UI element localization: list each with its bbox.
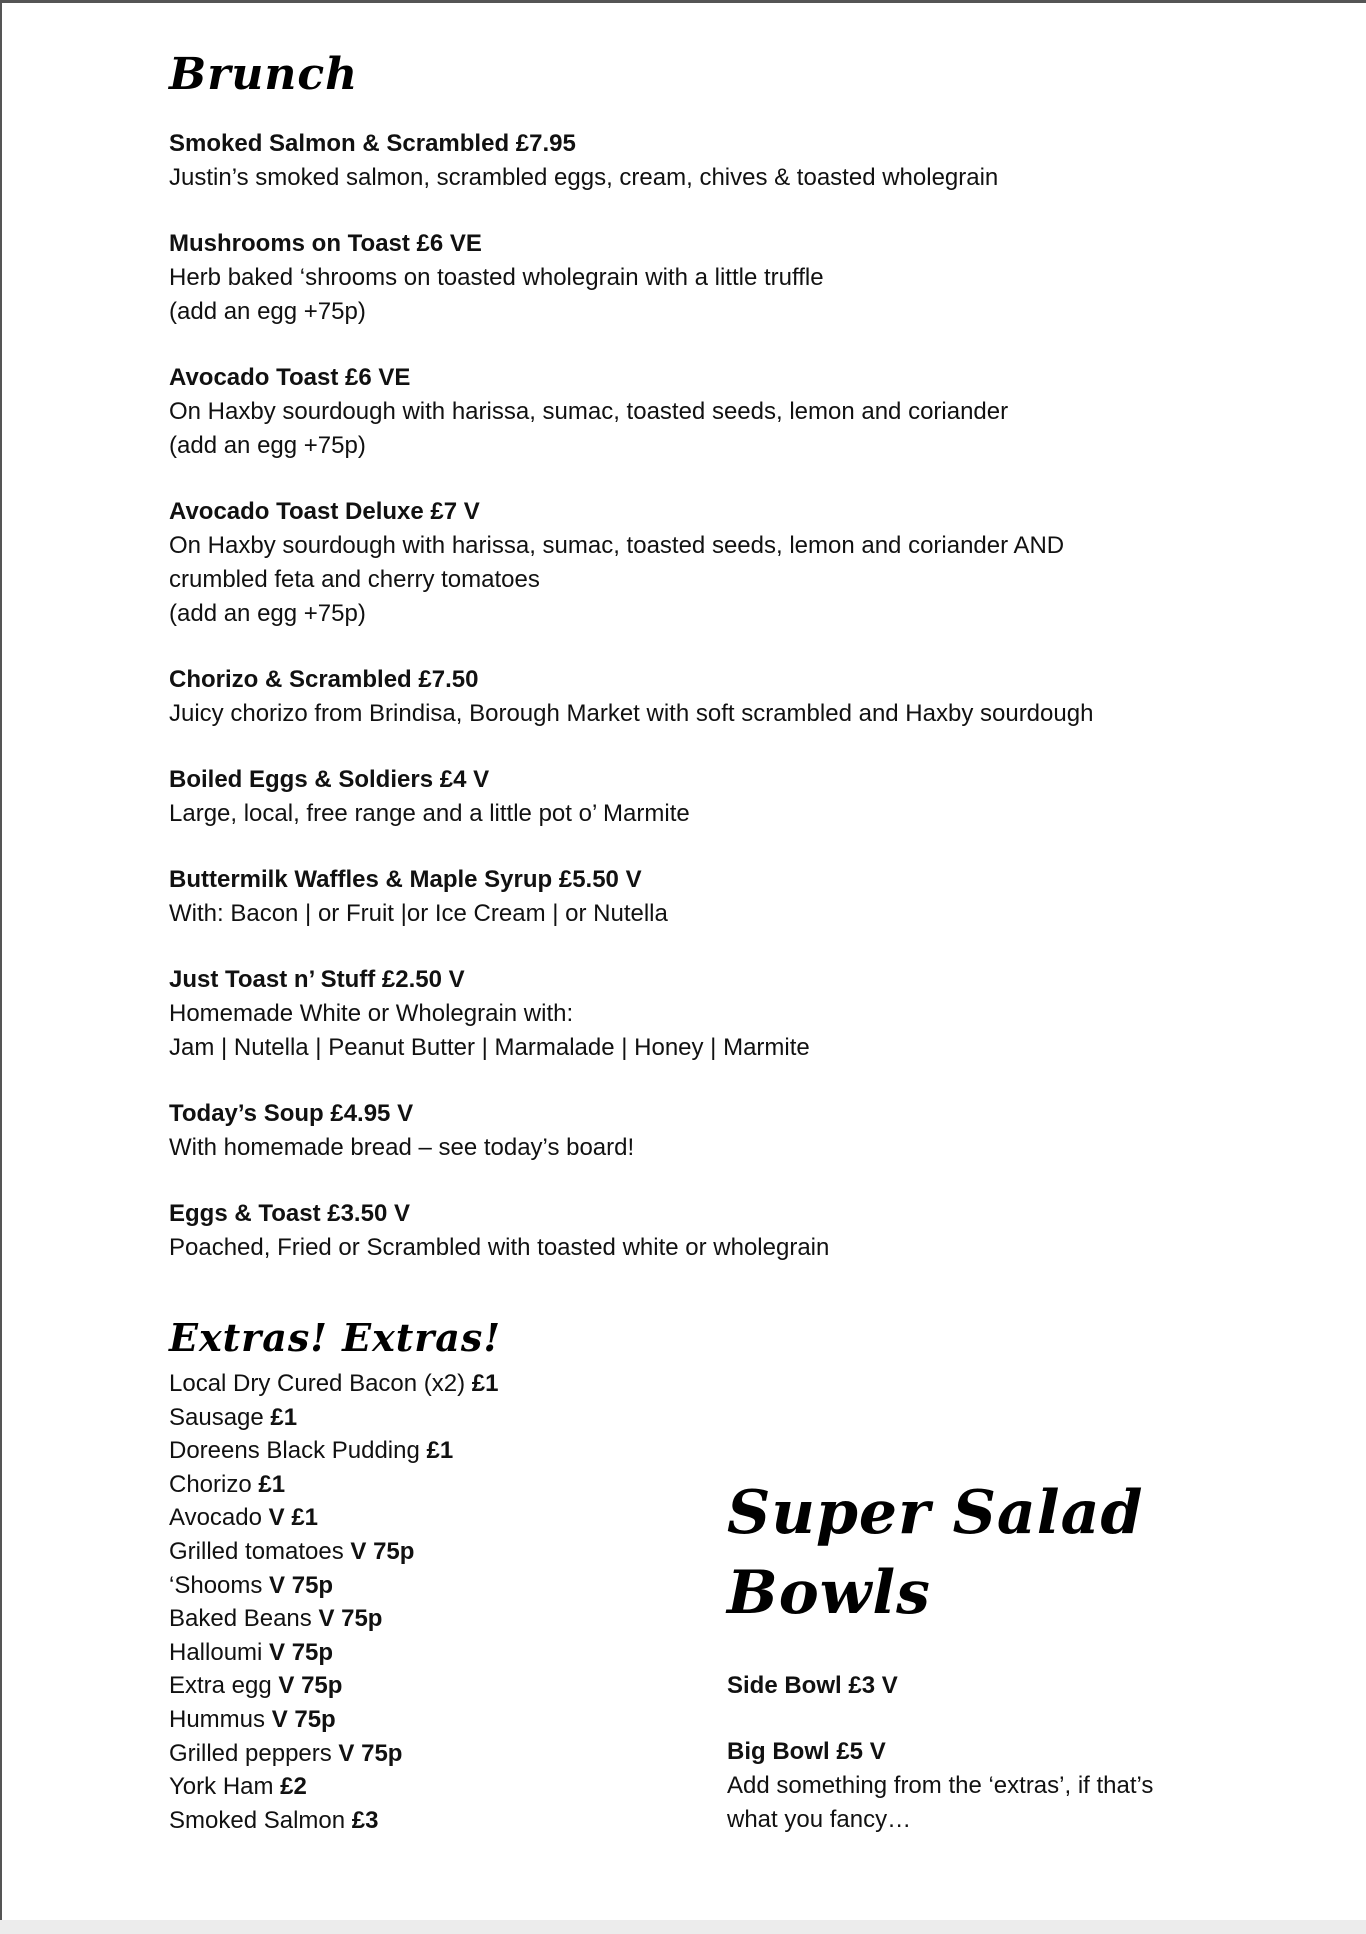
menu-item [169, 1197, 1169, 1265]
extras-item-name: ‘Shooms [169, 1571, 270, 1599]
extras-item-name: Halloumi [169, 1638, 270, 1666]
extras-item-name: Baked Beans [169, 1605, 319, 1633]
menu-item-description: crumbled feta and cherry tomatoes [169, 566, 540, 593]
extras-item [169, 1434, 499, 1468]
extras-item [169, 1669, 499, 1703]
extras-list [169, 1367, 499, 1837]
big-bowl-description: Add something from the ‘extras’, if that’s [727, 1772, 1154, 1799]
menu-item [169, 227, 1169, 329]
menu-item-title: Mushrooms on Toast £6 VE [169, 230, 482, 257]
extras-item-name: York Ham [169, 1773, 281, 1801]
menu-item [169, 361, 1169, 463]
extras-item-price: V 75p [350, 1537, 415, 1565]
menu-item-description: Herb baked ‘shrooms on toasted wholegrain with a little truffle [169, 264, 824, 291]
side-bowl-title: Side Bowl £3 V [727, 1672, 898, 1699]
extras-item [169, 1401, 499, 1435]
extras-item [169, 1770, 499, 1804]
extras-item-price: V 75p [278, 1672, 343, 1700]
extras-item-price: V £1 [268, 1504, 319, 1532]
extras-item-name: Chorizo [169, 1470, 259, 1498]
extras-item-price: V 75p [271, 1705, 336, 1733]
extras-item-name: Grilled peppers [169, 1739, 339, 1767]
menu-item-title: Avocado Toast Deluxe £7 V [169, 498, 480, 525]
menu-item-title: Today’s Soup £4.95 V [169, 1100, 414, 1127]
extras-item-name: Smoked Salmon [169, 1806, 352, 1834]
extras-item-price: £1 [426, 1437, 454, 1465]
menu-item-title: Avocado Toast £6 VE [169, 364, 411, 391]
extras-item-price: £1 [270, 1403, 298, 1431]
extras-item-name: Local Dry Cured Bacon (x2) [169, 1370, 472, 1397]
extras-item-price: V 75p [269, 1638, 334, 1666]
menu-item-note: (add an egg +75p) [169, 298, 366, 325]
menu-item-title: Eggs & Toast £3.50 V [169, 1200, 410, 1227]
extras-item [169, 1468, 499, 1502]
menu-item-description: Large, local, free range and a little pot o’ Marmite [169, 800, 690, 827]
menu-item-title: Chorizo & Scrambled £7.50 [169, 666, 479, 693]
brunch-heading: Brunch [169, 49, 359, 100]
menu-item-note: (add an egg +75p) [169, 432, 366, 459]
menu-item [169, 763, 1169, 831]
extras-item-name: Hummus [169, 1705, 272, 1733]
menu-item [169, 663, 1169, 731]
menu-item-note: (add an egg +75p) [169, 600, 366, 627]
brunch-section [169, 47, 1169, 1297]
extras-item-price: V 75p [318, 1605, 383, 1633]
extras-item-price: £2 [280, 1773, 307, 1801]
menu-item-title: Just Toast n’ Stuff £2.50 V [169, 966, 465, 993]
extras-item-price: V 75p [338, 1739, 403, 1767]
menu-item [169, 495, 1169, 631]
menu-item-description: On Haxby sourdough with harissa, sumac, toasted seeds, lemon and coriander [169, 398, 1009, 425]
extras-item-name: Grilled tomatoes [169, 1537, 351, 1565]
menu-item [169, 1097, 1169, 1165]
extras-item-price: £3 [351, 1806, 379, 1834]
extras-item-name: Extra egg [169, 1672, 279, 1700]
salad-item [727, 1735, 1247, 1837]
big-bowl-title: Big Bowl £5 V [727, 1738, 886, 1765]
extras-item [169, 1703, 499, 1737]
extras-item [169, 1569, 499, 1603]
extras-item-name: Avocado [169, 1504, 269, 1532]
salad-heading [727, 1473, 1247, 1633]
extras-item [169, 1501, 499, 1535]
menu-item-description: With homemade bread – see today’s board! [169, 1134, 635, 1161]
extras-item [169, 1804, 499, 1838]
salad-item [727, 1669, 1247, 1703]
extras-item [169, 1636, 499, 1670]
salad-section [727, 1473, 1247, 1869]
menu-item-title: Smoked Salmon & Scrambled £7.95 [169, 130, 576, 157]
extras-item [169, 1602, 499, 1636]
extras-item [169, 1367, 499, 1401]
menu-item-description: Justin’s smoked salmon, scrambled eggs, cream, chives & toasted wholegrain [169, 164, 999, 191]
menu-item [169, 963, 1169, 1065]
menu-item [169, 863, 1169, 931]
menu-item-title: Boiled Eggs & Soldiers £4 V [169, 766, 490, 793]
extras-item [169, 1737, 499, 1771]
menu-item-description: Jam | Nutella | Peanut Butter | Marmalade | Honey | Marmite [169, 1034, 810, 1061]
salad-heading-line1: Super Salad [727, 1478, 1144, 1548]
extras-item-price: £1 [471, 1370, 499, 1397]
extras-item-price: £1 [258, 1470, 286, 1498]
extras-item [169, 1535, 499, 1569]
extras-item-price: V 75p [269, 1571, 334, 1599]
extras-heading: Extras! Extras! [169, 1315, 502, 1360]
menu-item-description: With: Bacon | or Fruit |or Ice Cream | or Nutella [169, 900, 668, 927]
menu-item-description: On Haxby sourdough with harissa, sumac, toasted seeds, lemon and coriander AND [169, 532, 1065, 559]
menu-item-description: Homemade White or Wholegrain with: [169, 1000, 574, 1027]
menu-item-title: Buttermilk Waffles & Maple Syrup £5.50 V [169, 866, 642, 893]
extras-item-name: Sausage [169, 1403, 271, 1431]
menu-item-description: Poached, Fried or Scrambled with toasted white or wholegrain [169, 1234, 830, 1261]
menu-item-description: Juicy chorizo from Brindisa, Borough Market with soft scrambled and Haxby sourdough [169, 700, 1094, 727]
salad-heading-line2: Bowls [727, 1558, 931, 1628]
big-bowl-description: what you fancy… [727, 1806, 912, 1833]
menu-item [169, 127, 1169, 195]
extras-item-name: Doreens Black Pudding [169, 1437, 427, 1465]
